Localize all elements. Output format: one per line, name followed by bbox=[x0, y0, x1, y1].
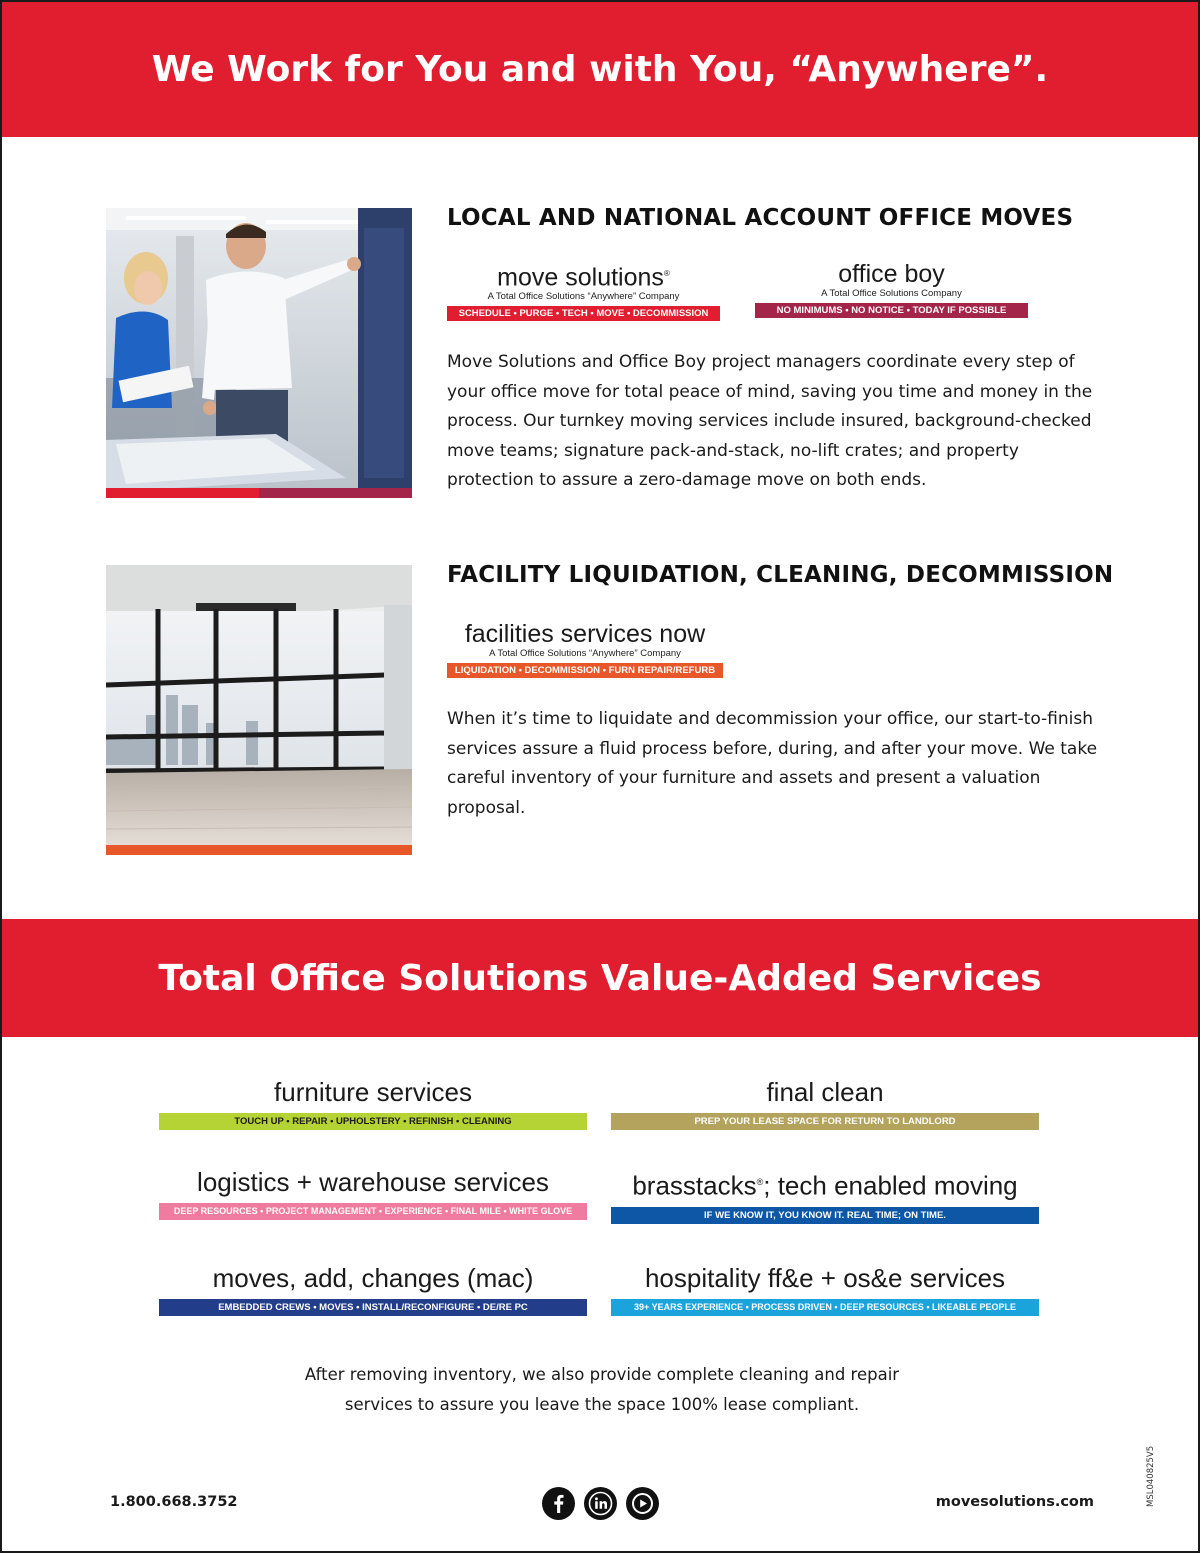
service-hospitality bbox=[611, 1263, 1039, 1316]
office-boy-bar: NO MINIMUMS • NO NOTICE • TODAY IF POSSIBLE bbox=[755, 303, 1028, 318]
service-brasstacks bbox=[611, 1167, 1039, 1224]
section2-body: When it’s time to liquidate and decommission your office, our start-to-finish services assure a fluid process before, during, and after your move. We take careful inventory of your furniture and assets and present a valuation proposal. bbox=[447, 709, 1098, 818]
service-name: brasstacks®; tech enabled moving bbox=[632, 1170, 1018, 1201]
service-logistics bbox=[159, 1167, 587, 1220]
phone-number[interactable]: 1.800.668.3752 bbox=[110, 1494, 238, 1510]
service-bar: TOUCH UP • REPAIR • UPHOLSTERY • REFINISH • CLEANING bbox=[159, 1113, 587, 1130]
move-solutions-tagline: A Total Office Solutions “Anywhere” Company bbox=[487, 291, 680, 303]
website-link[interactable]: movesolutions.com bbox=[935, 1494, 1094, 1510]
facilities-services-now-logo bbox=[447, 620, 723, 678]
linkedin-icon[interactable] bbox=[584, 1487, 617, 1520]
service-bar: IF WE KNOW IT, YOU KNOW IT. REAL TIME; ON TIME. bbox=[611, 1207, 1039, 1224]
header-title: We Work for You and with You, “Anywhere”. bbox=[151, 49, 1049, 90]
service-name: final clean bbox=[766, 1077, 884, 1107]
youtube-icon[interactable] bbox=[626, 1487, 659, 1520]
service-name: furniture services bbox=[274, 1077, 472, 1107]
service-furniture bbox=[159, 1077, 587, 1130]
service-mac bbox=[159, 1263, 587, 1316]
move-solutions-bar: SCHEDULE • PURGE • TECH • MOVE • DECOMMISSION bbox=[447, 306, 720, 321]
section1-title: LOCAL AND NATIONAL ACCOUNT OFFICE MOVES bbox=[447, 205, 1074, 231]
service-bar: PREP YOUR LEASE SPACE FOR RETURN TO LANDLORD bbox=[611, 1113, 1039, 1130]
section2-title: FACILITY LIQUIDATION, CLEANING, DECOMMISSION bbox=[447, 562, 1114, 588]
move-solutions-name: move solutions® bbox=[497, 263, 670, 292]
office-boy-logo bbox=[755, 260, 1028, 318]
office-boy-name: office boy bbox=[838, 260, 945, 288]
value-added-title: Total Office Solutions Value-Added Services bbox=[158, 957, 1042, 999]
header-banner bbox=[2, 2, 1198, 137]
document-id: MSL040825V5 bbox=[1146, 1445, 1156, 1507]
service-bar: DEEP RESOURCES • PROJECT MANAGEMENT • EXPERIENCE • FINAL MILE • WHITE GLOVE bbox=[159, 1203, 587, 1220]
move-solutions-logo bbox=[447, 260, 720, 321]
section1-body: Move Solutions and Office Boy project managers coordinate every step of your office move for total peace of mind, saving you time and money in the process. Our turnkey moving services include insured, background-checked move teams; signature pack-and-stack, no-lift crates; and property protection to assure a zero-damage move on both ends. bbox=[447, 352, 1093, 490]
service-bar: EMBEDDED CREWS • MOVES • INSTALL/RECONFIGURE • DE/RE PC bbox=[159, 1299, 587, 1316]
closing-text: After removing inventory, we also provide complete cleaning and repair services to assure you leave the space 100% lease compliant. bbox=[304, 1365, 900, 1414]
service-name: hospitality ff&e + os&e services bbox=[644, 1263, 1006, 1293]
facilities-services-now-tagline: A Total Office Solutions “Anywhere” Company bbox=[489, 648, 681, 659]
empty-office-photo bbox=[106, 565, 412, 855]
facilities-services-now-name: facilities services now bbox=[464, 620, 706, 648]
social-links bbox=[542, 1487, 659, 1520]
service-bar: 39+ YEARS EXPERIENCE • PROCESS DRIVEN • DEEP RESOURCES • LIKEABLE PEOPLE bbox=[611, 1299, 1039, 1316]
service-name: logistics + warehouse services bbox=[197, 1167, 549, 1197]
service-name: moves, add, changes (mac) bbox=[212, 1263, 534, 1293]
service-final-clean bbox=[611, 1077, 1039, 1130]
office-move-photo bbox=[106, 208, 412, 498]
facilities-services-now-bar: LIQUIDATION • DECOMMISSION • FURN REPAIR/REFURB bbox=[447, 663, 723, 678]
facebook-icon[interactable] bbox=[542, 1487, 575, 1520]
office-boy-tagline: A Total Office Solutions Company bbox=[821, 288, 962, 299]
value-added-banner bbox=[2, 919, 1198, 1037]
